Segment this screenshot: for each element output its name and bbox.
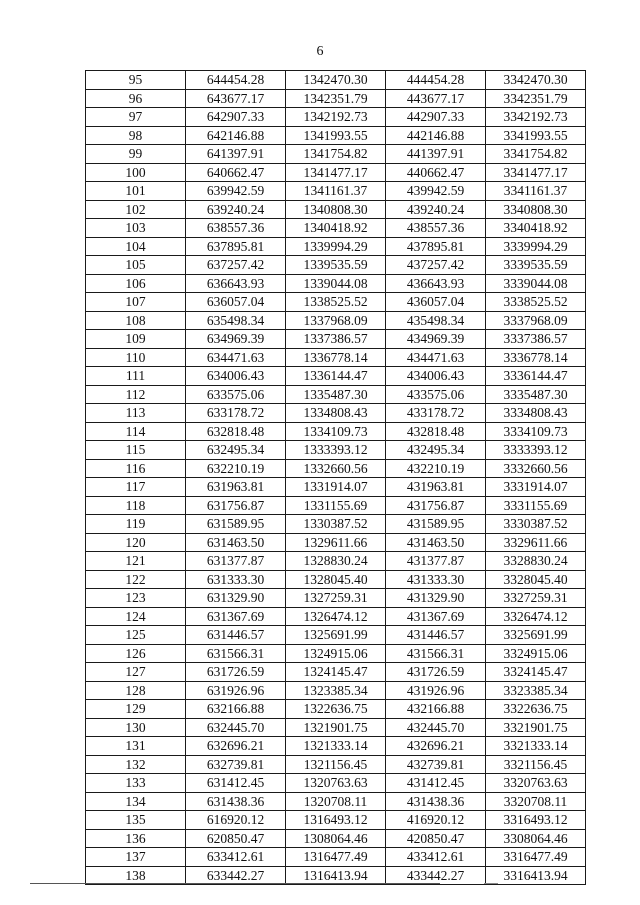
point-number-cell: 113 <box>86 404 186 423</box>
point-number-cell: 118 <box>86 496 186 515</box>
y-coordinate-cell: 1320708.11 <box>286 792 386 811</box>
y-coordinate-alt-cell: 3340808.30 <box>486 200 586 219</box>
coordinates-table-body <box>86 71 586 885</box>
y-coordinate-cell: 1322636.75 <box>286 700 386 719</box>
point-number-cell: 110 <box>86 348 186 367</box>
x-coordinate-alt-cell: 436057.04 <box>386 293 486 312</box>
x-coordinate-cell: 631438.36 <box>186 792 286 811</box>
point-number-cell: 116 <box>86 459 186 478</box>
point-number-cell: 119 <box>86 515 186 534</box>
x-coordinate-cell: 631333.30 <box>186 570 286 589</box>
y-coordinate-alt-cell: 3330387.52 <box>486 515 586 534</box>
point-number-cell: 104 <box>86 237 186 256</box>
table-row <box>86 589 586 608</box>
point-number-cell: 96 <box>86 89 186 108</box>
y-coordinate-alt-cell: 3331914.07 <box>486 478 586 497</box>
x-coordinate-alt-cell: 434471.63 <box>386 348 486 367</box>
x-coordinate-alt-cell: 442146.88 <box>386 126 486 145</box>
x-coordinate-alt-cell: 437895.81 <box>386 237 486 256</box>
table-row <box>86 182 586 201</box>
y-coordinate-cell: 1316413.94 <box>286 866 386 885</box>
y-coordinate-cell: 1334109.73 <box>286 422 386 441</box>
point-number-cell: 99 <box>86 145 186 164</box>
x-coordinate-alt-cell: 431463.50 <box>386 533 486 552</box>
y-coordinate-cell: 1321333.14 <box>286 737 386 756</box>
y-coordinate-alt-cell: 3316477.49 <box>486 848 586 867</box>
x-coordinate-cell: 638557.36 <box>186 219 286 238</box>
x-coordinate-cell: 632696.21 <box>186 737 286 756</box>
table-row <box>86 718 586 737</box>
table-row <box>86 774 586 793</box>
x-coordinate-alt-cell: 432210.19 <box>386 459 486 478</box>
bottom-rule <box>30 883 440 884</box>
table-row <box>86 755 586 774</box>
y-coordinate-alt-cell: 3321901.75 <box>486 718 586 737</box>
y-coordinate-alt-cell: 3338525.52 <box>486 293 586 312</box>
table-row <box>86 89 586 108</box>
bottom-rule-mark <box>484 883 498 884</box>
y-coordinate-cell: 1331155.69 <box>286 496 386 515</box>
y-coordinate-cell: 1342192.73 <box>286 108 386 127</box>
table-row <box>86 256 586 275</box>
table-row <box>86 163 586 182</box>
table-row <box>86 422 586 441</box>
y-coordinate-cell: 1330387.52 <box>286 515 386 534</box>
y-coordinate-alt-cell: 3327259.31 <box>486 589 586 608</box>
x-coordinate-alt-cell: 431367.69 <box>386 607 486 626</box>
x-coordinate-cell: 637257.42 <box>186 256 286 275</box>
y-coordinate-cell: 1338525.52 <box>286 293 386 312</box>
x-coordinate-cell: 631926.96 <box>186 681 286 700</box>
x-coordinate-cell: 631446.57 <box>186 626 286 645</box>
y-coordinate-cell: 1342470.30 <box>286 71 386 90</box>
x-coordinate-cell: 631377.87 <box>186 552 286 571</box>
point-number-cell: 98 <box>86 126 186 145</box>
y-coordinate-alt-cell: 3323385.34 <box>486 681 586 700</box>
table-row <box>86 219 586 238</box>
y-coordinate-alt-cell: 3334808.43 <box>486 404 586 423</box>
x-coordinate-cell: 643677.17 <box>186 89 286 108</box>
y-coordinate-alt-cell: 3336778.14 <box>486 348 586 367</box>
y-coordinate-alt-cell: 3329611.66 <box>486 533 586 552</box>
y-coordinate-alt-cell: 3332660.56 <box>486 459 586 478</box>
y-coordinate-cell: 1342351.79 <box>286 89 386 108</box>
x-coordinate-alt-cell: 420850.47 <box>386 829 486 848</box>
y-coordinate-alt-cell: 3337968.09 <box>486 311 586 330</box>
x-coordinate-alt-cell: 431726.59 <box>386 663 486 682</box>
x-coordinate-cell: 640662.47 <box>186 163 286 182</box>
point-number-cell: 105 <box>86 256 186 275</box>
x-coordinate-alt-cell: 443677.17 <box>386 89 486 108</box>
point-number-cell: 135 <box>86 811 186 830</box>
table-row <box>86 515 586 534</box>
x-coordinate-alt-cell: 432818.48 <box>386 422 486 441</box>
y-coordinate-alt-cell: 3328830.24 <box>486 552 586 571</box>
x-coordinate-alt-cell: 433412.61 <box>386 848 486 867</box>
x-coordinate-cell: 635498.34 <box>186 311 286 330</box>
y-coordinate-cell: 1340808.30 <box>286 200 386 219</box>
point-number-cell: 123 <box>86 589 186 608</box>
x-coordinate-alt-cell: 431377.87 <box>386 552 486 571</box>
x-coordinate-cell: 631726.59 <box>186 663 286 682</box>
x-coordinate-cell: 620850.47 <box>186 829 286 848</box>
y-coordinate-cell: 1340418.92 <box>286 219 386 238</box>
y-coordinate-cell: 1333393.12 <box>286 441 386 460</box>
point-number-cell: 114 <box>86 422 186 441</box>
point-number-cell: 106 <box>86 274 186 293</box>
x-coordinate-alt-cell: 433575.06 <box>386 385 486 404</box>
y-coordinate-cell: 1335487.30 <box>286 385 386 404</box>
y-coordinate-cell: 1320763.63 <box>286 774 386 793</box>
y-coordinate-alt-cell: 3342470.30 <box>486 71 586 90</box>
y-coordinate-cell: 1329611.66 <box>286 533 386 552</box>
x-coordinate-alt-cell: 431589.95 <box>386 515 486 534</box>
point-number-cell: 126 <box>86 644 186 663</box>
y-coordinate-alt-cell: 3335487.30 <box>486 385 586 404</box>
point-number-cell: 136 <box>86 829 186 848</box>
x-coordinate-cell: 633442.27 <box>186 866 286 885</box>
x-coordinate-cell: 633412.61 <box>186 848 286 867</box>
x-coordinate-alt-cell: 437257.42 <box>386 256 486 275</box>
y-coordinate-cell: 1327259.31 <box>286 589 386 608</box>
y-coordinate-alt-cell: 3326474.12 <box>486 607 586 626</box>
x-coordinate-cell: 632166.88 <box>186 700 286 719</box>
y-coordinate-cell: 1336144.47 <box>286 367 386 386</box>
y-coordinate-cell: 1341754.82 <box>286 145 386 164</box>
y-coordinate-alt-cell: 3328045.40 <box>486 570 586 589</box>
y-coordinate-cell: 1328045.40 <box>286 570 386 589</box>
x-coordinate-alt-cell: 434006.43 <box>386 367 486 386</box>
table-row <box>86 385 586 404</box>
x-coordinate-cell: 633178.72 <box>186 404 286 423</box>
x-coordinate-alt-cell: 433178.72 <box>386 404 486 423</box>
y-coordinate-alt-cell: 3334109.73 <box>486 422 586 441</box>
table-row <box>86 71 586 90</box>
x-coordinate-alt-cell: 416920.12 <box>386 811 486 830</box>
point-number-cell: 102 <box>86 200 186 219</box>
table-row <box>86 496 586 515</box>
x-coordinate-cell: 632210.19 <box>186 459 286 478</box>
table-row <box>86 108 586 127</box>
x-coordinate-cell: 616920.12 <box>186 811 286 830</box>
table-row <box>86 237 586 256</box>
point-number-cell: 111 <box>86 367 186 386</box>
x-coordinate-alt-cell: 444454.28 <box>386 71 486 90</box>
y-coordinate-cell: 1339535.59 <box>286 256 386 275</box>
y-coordinate-cell: 1326474.12 <box>286 607 386 626</box>
y-coordinate-cell: 1323385.34 <box>286 681 386 700</box>
x-coordinate-cell: 631566.31 <box>186 644 286 663</box>
x-coordinate-alt-cell: 431438.36 <box>386 792 486 811</box>
y-coordinate-cell: 1321901.75 <box>286 718 386 737</box>
y-coordinate-alt-cell: 3333393.12 <box>486 441 586 460</box>
x-coordinate-cell: 632739.81 <box>186 755 286 774</box>
y-coordinate-alt-cell: 3337386.57 <box>486 330 586 349</box>
point-number-cell: 122 <box>86 570 186 589</box>
x-coordinate-alt-cell: 431446.57 <box>386 626 486 645</box>
y-coordinate-cell: 1339994.29 <box>286 237 386 256</box>
y-coordinate-alt-cell: 3316413.94 <box>486 866 586 885</box>
x-coordinate-alt-cell: 431412.45 <box>386 774 486 793</box>
table-row <box>86 607 586 626</box>
x-coordinate-cell: 631412.45 <box>186 774 286 793</box>
y-coordinate-cell: 1324145.47 <box>286 663 386 682</box>
point-number-cell: 100 <box>86 163 186 182</box>
x-coordinate-cell: 637895.81 <box>186 237 286 256</box>
x-coordinate-cell: 632495.34 <box>186 441 286 460</box>
x-coordinate-cell: 636057.04 <box>186 293 286 312</box>
table-row <box>86 200 586 219</box>
point-number-cell: 133 <box>86 774 186 793</box>
point-number-cell: 127 <box>86 663 186 682</box>
y-coordinate-alt-cell: 3321156.45 <box>486 755 586 774</box>
x-coordinate-alt-cell: 436643.93 <box>386 274 486 293</box>
table-row <box>86 145 586 164</box>
y-coordinate-alt-cell: 3308064.46 <box>486 829 586 848</box>
table-row <box>86 737 586 756</box>
table-row <box>86 811 586 830</box>
x-coordinate-cell: 641397.91 <box>186 145 286 164</box>
x-coordinate-alt-cell: 432739.81 <box>386 755 486 774</box>
table-row <box>86 644 586 663</box>
x-coordinate-alt-cell: 434969.39 <box>386 330 486 349</box>
x-coordinate-cell: 632445.70 <box>186 718 286 737</box>
table-row <box>86 700 586 719</box>
x-coordinate-alt-cell: 432166.88 <box>386 700 486 719</box>
y-coordinate-cell: 1325691.99 <box>286 626 386 645</box>
point-number-cell: 97 <box>86 108 186 127</box>
x-coordinate-cell: 632818.48 <box>186 422 286 441</box>
point-number-cell: 138 <box>86 866 186 885</box>
x-coordinate-cell: 636643.93 <box>186 274 286 293</box>
y-coordinate-alt-cell: 3336144.47 <box>486 367 586 386</box>
point-number-cell: 101 <box>86 182 186 201</box>
y-coordinate-alt-cell: 3340418.92 <box>486 219 586 238</box>
table-row <box>86 330 586 349</box>
table-row <box>86 663 586 682</box>
y-coordinate-cell: 1341161.37 <box>286 182 386 201</box>
x-coordinate-cell: 642907.33 <box>186 108 286 127</box>
x-coordinate-alt-cell: 441397.91 <box>386 145 486 164</box>
x-coordinate-alt-cell: 431333.30 <box>386 570 486 589</box>
point-number-cell: 107 <box>86 293 186 312</box>
point-number-cell: 128 <box>86 681 186 700</box>
y-coordinate-cell: 1337386.57 <box>286 330 386 349</box>
y-coordinate-alt-cell: 3321333.14 <box>486 737 586 756</box>
y-coordinate-cell: 1316493.12 <box>286 811 386 830</box>
y-coordinate-alt-cell: 3324915.06 <box>486 644 586 663</box>
y-coordinate-alt-cell: 3339994.29 <box>486 237 586 256</box>
y-coordinate-alt-cell: 3322636.75 <box>486 700 586 719</box>
table-row <box>86 311 586 330</box>
table-row <box>86 367 586 386</box>
x-coordinate-cell: 631756.87 <box>186 496 286 515</box>
point-number-cell: 117 <box>86 478 186 497</box>
point-number-cell: 137 <box>86 848 186 867</box>
x-coordinate-cell: 642146.88 <box>186 126 286 145</box>
point-number-cell: 115 <box>86 441 186 460</box>
y-coordinate-alt-cell: 3339535.59 <box>486 256 586 275</box>
x-coordinate-cell: 631329.90 <box>186 589 286 608</box>
y-coordinate-cell: 1332660.56 <box>286 459 386 478</box>
table-row <box>86 478 586 497</box>
x-coordinate-cell: 644454.28 <box>186 71 286 90</box>
x-coordinate-cell: 634969.39 <box>186 330 286 349</box>
point-number-cell: 124 <box>86 607 186 626</box>
y-coordinate-cell: 1336778.14 <box>286 348 386 367</box>
x-coordinate-alt-cell: 431566.31 <box>386 644 486 663</box>
y-coordinate-alt-cell: 3324145.47 <box>486 663 586 682</box>
point-number-cell: 112 <box>86 385 186 404</box>
table-row <box>86 792 586 811</box>
point-number-cell: 103 <box>86 219 186 238</box>
table-row <box>86 681 586 700</box>
x-coordinate-alt-cell: 432495.34 <box>386 441 486 460</box>
point-number-cell: 121 <box>86 552 186 571</box>
coordinates-table <box>85 70 586 885</box>
table-row <box>86 348 586 367</box>
x-coordinate-alt-cell: 438557.36 <box>386 219 486 238</box>
y-coordinate-cell: 1337968.09 <box>286 311 386 330</box>
y-coordinate-cell: 1341477.17 <box>286 163 386 182</box>
x-coordinate-cell: 631589.95 <box>186 515 286 534</box>
table-row <box>86 848 586 867</box>
x-coordinate-alt-cell: 431756.87 <box>386 496 486 515</box>
table-row <box>86 441 586 460</box>
point-number-cell: 125 <box>86 626 186 645</box>
point-number-cell: 120 <box>86 533 186 552</box>
table-row <box>86 570 586 589</box>
y-coordinate-alt-cell: 3320763.63 <box>486 774 586 793</box>
y-coordinate-cell: 1308064.46 <box>286 829 386 848</box>
x-coordinate-cell: 634006.43 <box>186 367 286 386</box>
x-coordinate-cell: 631463.50 <box>186 533 286 552</box>
page-number: 6 <box>316 44 324 59</box>
x-coordinate-alt-cell: 439240.24 <box>386 200 486 219</box>
x-coordinate-alt-cell: 439942.59 <box>386 182 486 201</box>
table-row <box>86 829 586 848</box>
point-number-cell: 129 <box>86 700 186 719</box>
table-row <box>86 533 586 552</box>
table-row <box>86 293 586 312</box>
y-coordinate-cell: 1339044.08 <box>286 274 386 293</box>
table-row <box>86 459 586 478</box>
table-row <box>86 866 586 885</box>
point-number-cell: 132 <box>86 755 186 774</box>
y-coordinate-alt-cell: 3341477.17 <box>486 163 586 182</box>
table-row <box>86 274 586 293</box>
x-coordinate-alt-cell: 442907.33 <box>386 108 486 127</box>
x-coordinate-cell: 639240.24 <box>186 200 286 219</box>
x-coordinate-alt-cell: 431926.96 <box>386 681 486 700</box>
x-coordinate-alt-cell: 432696.21 <box>386 737 486 756</box>
point-number-cell: 109 <box>86 330 186 349</box>
x-coordinate-cell: 634471.63 <box>186 348 286 367</box>
y-coordinate-alt-cell: 3320708.11 <box>486 792 586 811</box>
point-number-cell: 131 <box>86 737 186 756</box>
y-coordinate-cell: 1331914.07 <box>286 478 386 497</box>
point-number-cell: 95 <box>86 71 186 90</box>
x-coordinate-cell: 633575.06 <box>186 385 286 404</box>
y-coordinate-cell: 1324915.06 <box>286 644 386 663</box>
y-coordinate-cell: 1334808.43 <box>286 404 386 423</box>
table-row <box>86 404 586 423</box>
x-coordinate-cell: 639942.59 <box>186 182 286 201</box>
y-coordinate-alt-cell: 3316493.12 <box>486 811 586 830</box>
y-coordinate-alt-cell: 3339044.08 <box>486 274 586 293</box>
y-coordinate-cell: 1316477.49 <box>286 848 386 867</box>
x-coordinate-alt-cell: 435498.34 <box>386 311 486 330</box>
point-number-cell: 108 <box>86 311 186 330</box>
y-coordinate-alt-cell: 3331155.69 <box>486 496 586 515</box>
x-coordinate-alt-cell: 432445.70 <box>386 718 486 737</box>
x-coordinate-alt-cell: 431329.90 <box>386 589 486 608</box>
x-coordinate-alt-cell: 440662.47 <box>386 163 486 182</box>
table-row <box>86 626 586 645</box>
y-coordinate-alt-cell: 3342351.79 <box>486 89 586 108</box>
table-row <box>86 126 586 145</box>
x-coordinate-cell: 631963.81 <box>186 478 286 497</box>
point-number-cell: 130 <box>86 718 186 737</box>
y-coordinate-cell: 1321156.45 <box>286 755 386 774</box>
y-coordinate-alt-cell: 3341161.37 <box>486 182 586 201</box>
x-coordinate-alt-cell: 431963.81 <box>386 478 486 497</box>
table-row <box>86 552 586 571</box>
x-coordinate-cell: 631367.69 <box>186 607 286 626</box>
x-coordinate-alt-cell: 433442.27 <box>386 866 486 885</box>
y-coordinate-cell: 1328830.24 <box>286 552 386 571</box>
y-coordinate-cell: 1341993.55 <box>286 126 386 145</box>
point-number-cell: 134 <box>86 792 186 811</box>
y-coordinate-alt-cell: 3342192.73 <box>486 108 586 127</box>
y-coordinate-alt-cell: 3341993.55 <box>486 126 586 145</box>
y-coordinate-alt-cell: 3325691.99 <box>486 626 586 645</box>
y-coordinate-alt-cell: 3341754.82 <box>486 145 586 164</box>
